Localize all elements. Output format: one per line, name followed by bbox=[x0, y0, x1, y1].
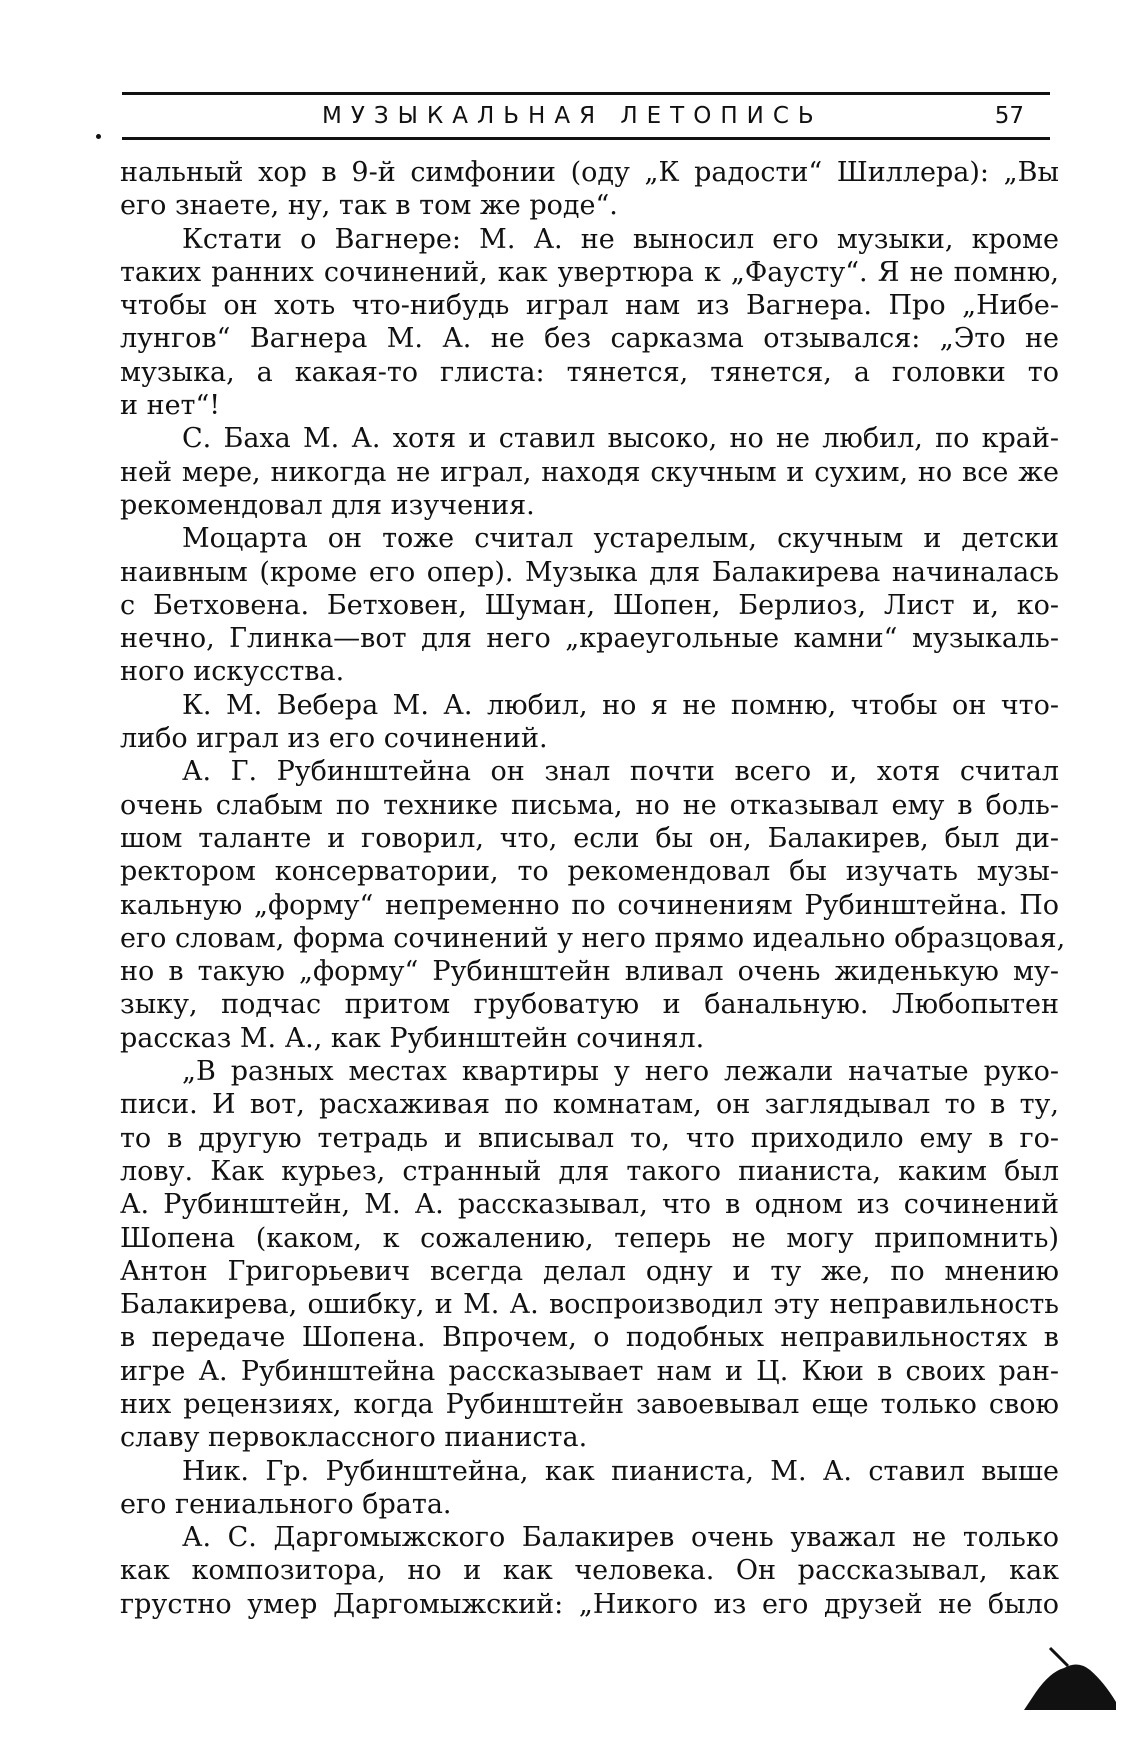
text-line: А. С. Даргомыжского Балакирев очень уважал не только bbox=[182, 1522, 1059, 1554]
text-line: лову. Как курьез, странный для такого пианиста, каким был bbox=[120, 1155, 1059, 1187]
text-line: Балакирева, ошибку, и М. А. воспроизводил эту неправильность bbox=[120, 1289, 1059, 1321]
text-line: писи. И вот, расхаживая по комнатам, он заглядывал то в ту, bbox=[120, 1089, 1059, 1121]
text-line: Моцарта он тоже считал устарелым, скучным и детски bbox=[182, 523, 1059, 555]
text-line: очень слабым по технике письма, но не отказывал ему в боль- bbox=[120, 789, 1059, 821]
text-line: Антон Григорьевич всегда делал одну и ту же, по мнению bbox=[120, 1255, 1059, 1287]
running-title: МУЗЫКАЛЬНАЯ ЛЕТОПИСЬ bbox=[322, 103, 823, 129]
text-line: либо играл из его сочинений. bbox=[120, 723, 548, 755]
text-line: „В разных местах квартиры у него лежали начатые руко- bbox=[182, 1056, 1059, 1088]
text-line: его знаете, ну, так в том же роде“. bbox=[120, 190, 618, 222]
text-line: шом таланте и говорил, что, если бы он, Балакирев, был ди- bbox=[120, 822, 1059, 854]
text-line: наивным (кроме его опер). Музыка для Балакирева начиналась bbox=[120, 556, 1059, 588]
text-line: но в такую „форму“ Рубинштейн вливал очень жиденькую му- bbox=[120, 956, 1059, 988]
text-line: Ник. Гр. Рубинштейна, как пианиста, М. А. ставил выше bbox=[182, 1455, 1059, 1487]
text-line: то в другую тетрадь и вписывал то, что приходило ему в го- bbox=[120, 1122, 1059, 1154]
text-line: нечно, Глинка—вот для него „краеугольные камни“ музыкаль- bbox=[120, 623, 1059, 655]
text-line: А. Г. Рубинштейна он знал почти всего и, хотя считал bbox=[182, 756, 1059, 788]
text-line: как композитора, но и как человека. Он рассказывал, как bbox=[120, 1555, 1059, 1587]
text-line: рекомендовал для изучения. bbox=[120, 489, 535, 521]
page-number: 57 bbox=[994, 103, 1024, 129]
margin-dot bbox=[96, 134, 101, 139]
text-line: игре А. Рубинштейна рассказывает нам и Ц. Кюи в своих ран- bbox=[120, 1355, 1059, 1387]
text-line: кальную „форму“ непременно по сочинениям Рубинштейна. По bbox=[120, 889, 1059, 921]
text-line: его словам, форма сочинений у него прямо идеально образцовая, bbox=[120, 922, 1066, 954]
body-text bbox=[120, 156, 1066, 1621]
text-line: и нет“! bbox=[120, 390, 221, 422]
text-line: с Бетховена. Бетховен, Шуман, Шопен, Берлиоз, Лист и, ко- bbox=[120, 589, 1059, 621]
text-line: таких ранних сочинений, как увертюра к „Фаусту“. Я не помню, bbox=[120, 256, 1059, 288]
text-line: рассказ М. А., как Рубинштейн сочинял. bbox=[120, 1022, 705, 1054]
text-line: ней мере, никогда не играл, находя скучным и сухим, но все же bbox=[120, 456, 1059, 488]
running-header bbox=[122, 92, 1050, 140]
text-line: Шопена (каком, к сожалению, теперь не могу припомнить) bbox=[120, 1222, 1059, 1254]
text-line: Кстати о Вагнере: М. А. не выносил его музыки, кроме bbox=[182, 223, 1059, 255]
text-line: А. Рубинштейн, М. А. рассказывал, что в одном из сочинений bbox=[120, 1189, 1059, 1221]
text-line: нальный хор в 9-й симфонии (оду „К радости“ Шиллера): „Вы bbox=[120, 157, 1059, 188]
text-line: грустно умер Даргомыжский: „Никого из его друзей не было bbox=[120, 1588, 1059, 1620]
text-line: славу первоклассного пианиста. bbox=[120, 1422, 588, 1454]
text-line: зыку, подчас притом грубоватую и банальную. Любопытен bbox=[120, 989, 1059, 1021]
text-line: его гениального брата. bbox=[120, 1488, 452, 1520]
text-line: музыка, а какая-то глиста: тянется, тянется, а головки то bbox=[120, 356, 1059, 388]
text-line: них рецензиях, когда Рубинштейн завоевывал еще только свою bbox=[120, 1388, 1059, 1420]
text-line: ректором консерватории, то рекомендовал бы изучать музы- bbox=[120, 856, 1059, 888]
text-line: чтобы он хоть что-нибудь играл нам из Вагнера. Про „Нибе- bbox=[120, 290, 1059, 322]
text-line: ного искусства. bbox=[120, 656, 345, 688]
text-line: в передаче Шопена. Впрочем, о подобных неправильностях в bbox=[120, 1322, 1059, 1354]
page-corner-ornament-icon bbox=[1020, 1640, 1120, 1712]
text-line: С. Баха М. А. хотя и ставил высоко, но не любил, по край- bbox=[182, 423, 1059, 455]
text-line: К. М. Вебера М. А. любил, но я не помню, чтобы он что- bbox=[182, 689, 1059, 721]
text-line: лунгов“ Вагнера М. А. не без сарказма отзывался: „Это не bbox=[120, 323, 1059, 355]
